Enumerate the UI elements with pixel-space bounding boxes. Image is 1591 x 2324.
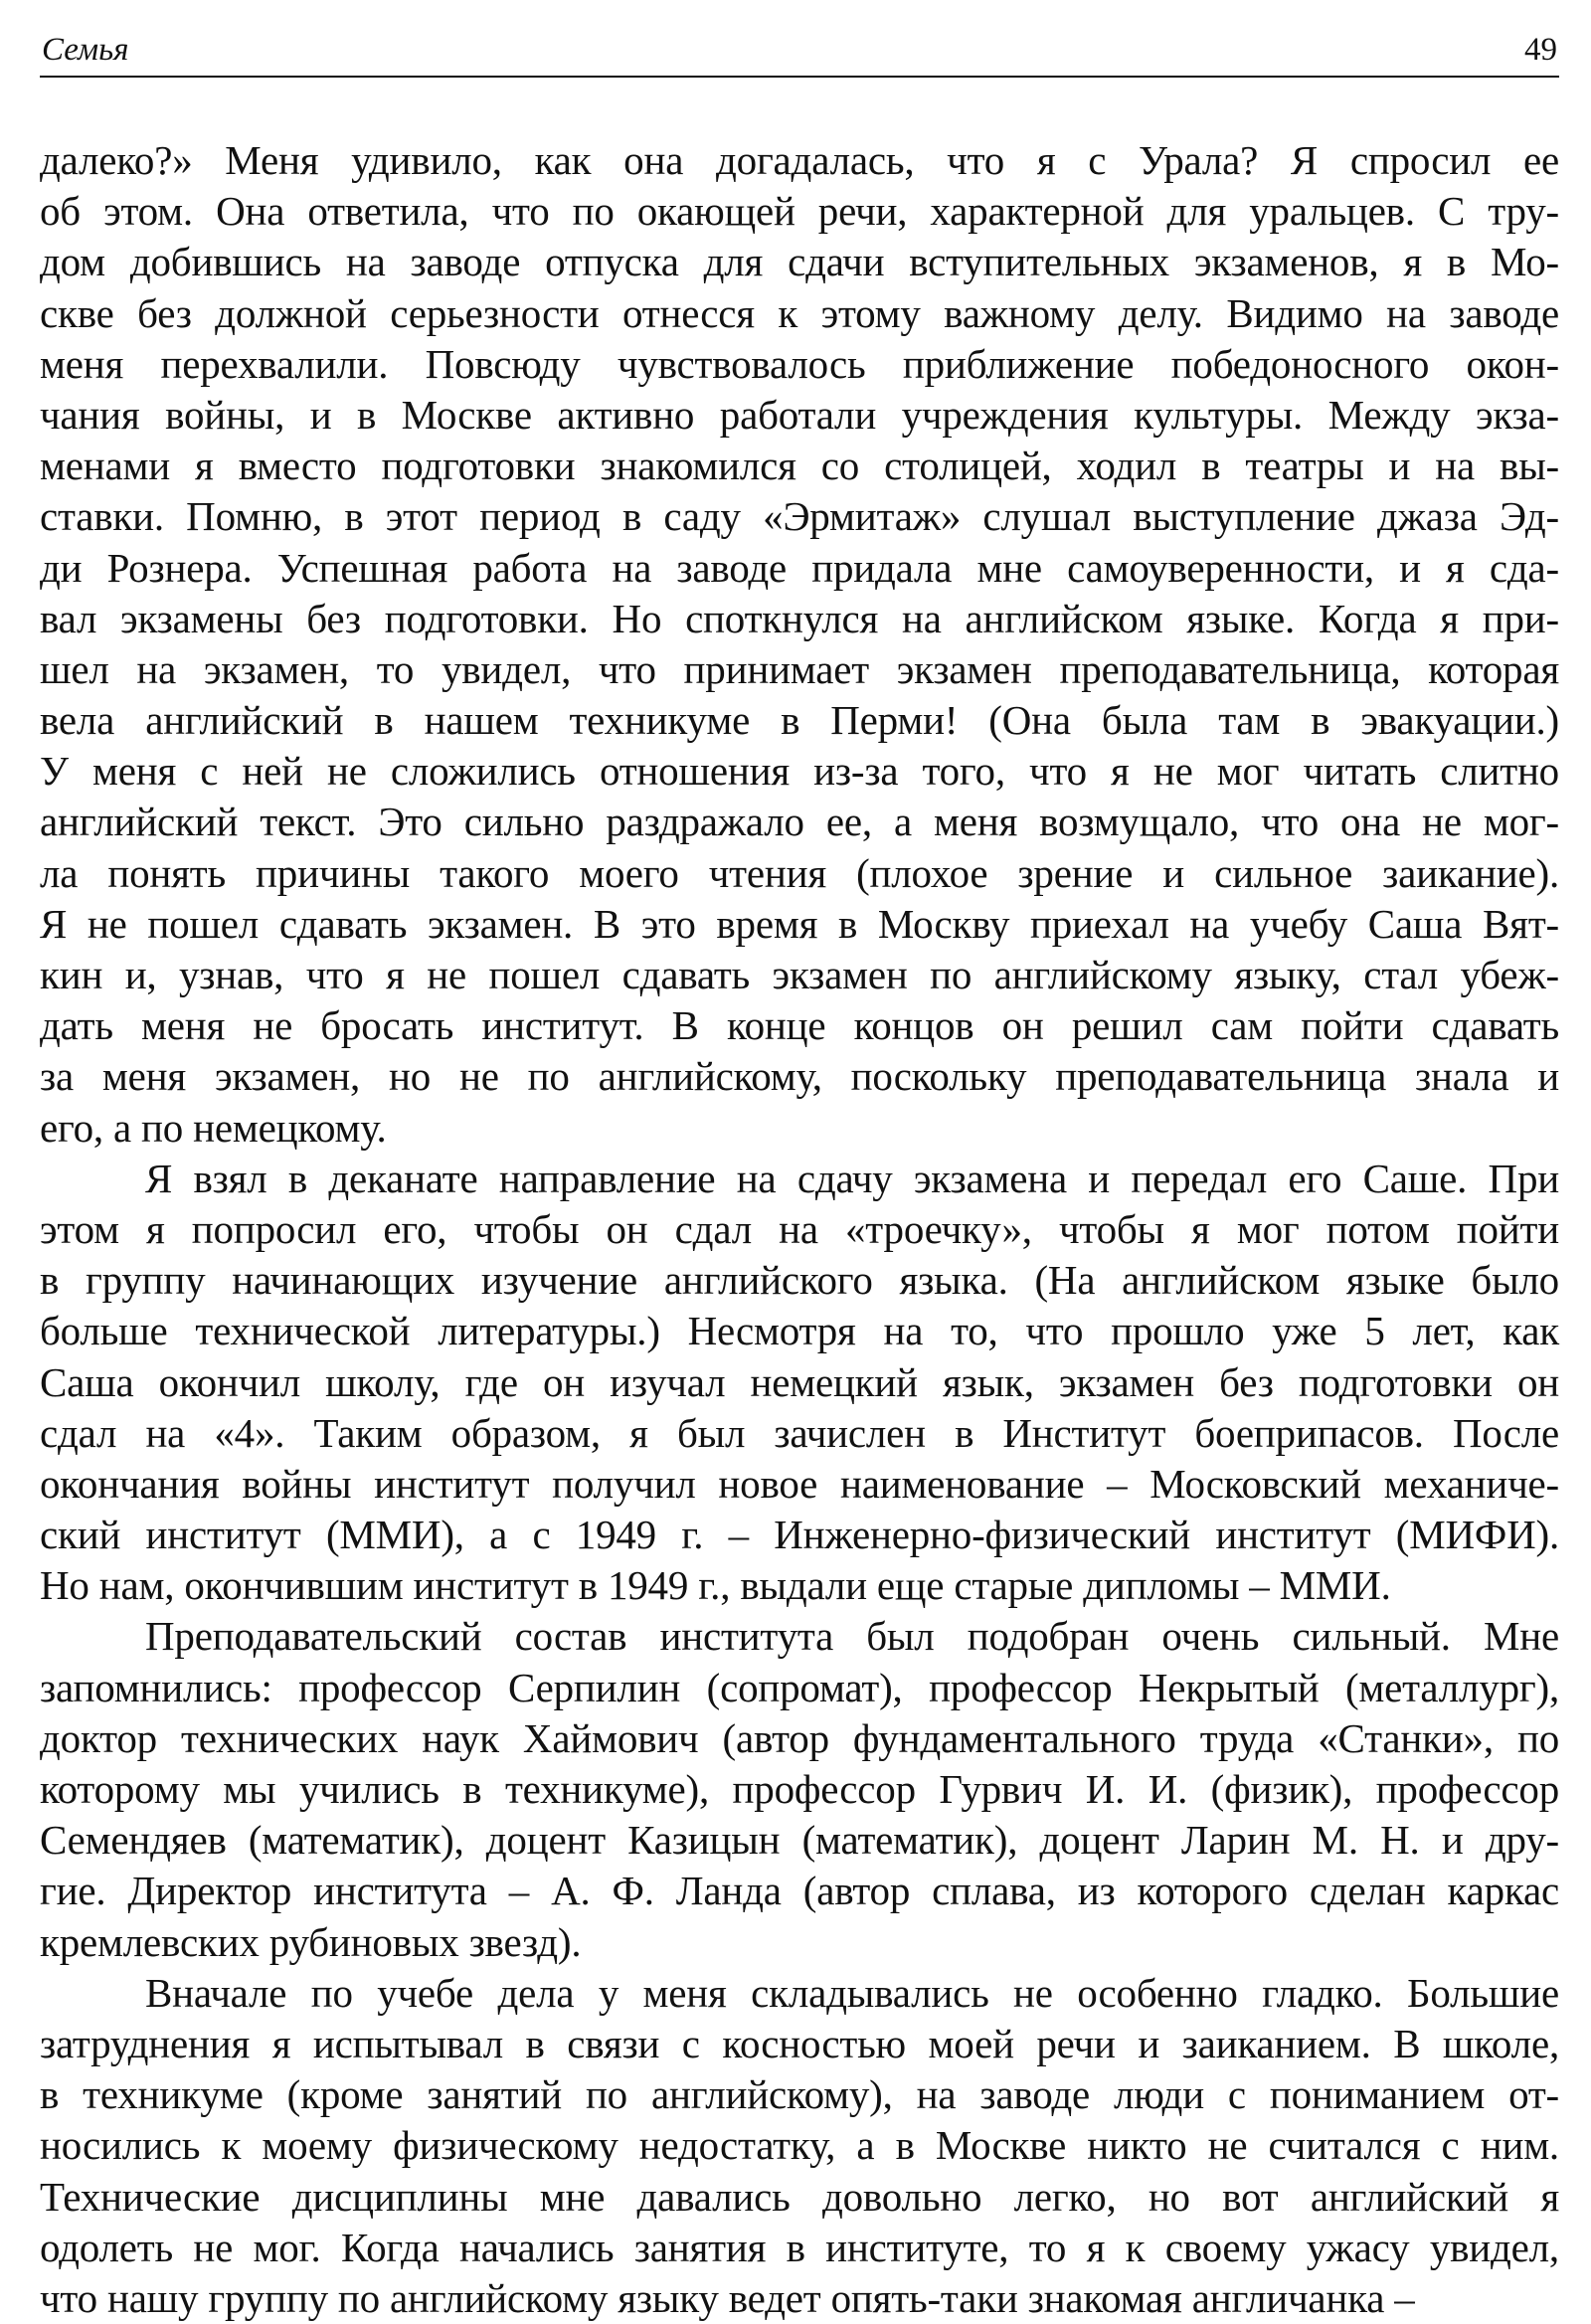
text-line: меня перехвалили. Повсюду чувствовалось приближение победоносного окон- (40, 340, 1559, 387)
text-line: в группу начинающих изучение английского языка. (На английском языке было (40, 1257, 1559, 1304)
text-line: в техникуме (кроме занятий по английскому), на заводе люди с пониманием от- (40, 2071, 1559, 2118)
book-page (40, 30, 1559, 2324)
body-text (40, 135, 1559, 2324)
text-line: больше технической литературы.) Несмотря на то, что прошло уже 5 лет, как (40, 1308, 1559, 1354)
text-line: одолеть не мог. Когда начались занятия в институте, то я к своему ужасу увидел, (40, 2224, 1559, 2270)
text-line: этом я попросил его, чтобы он сдал на «троечку», чтобы я мог потом пойти (40, 1205, 1559, 1252)
text-line: У меня с ней не сложились отношения из-за того, что я не мог читать слитно (40, 748, 1559, 795)
text-line: кремлевских рубиновых звезд). (40, 1918, 582, 1965)
text-line: окончания войны институт получил новое наименование – Московский механиче- (40, 1460, 1559, 1507)
text-line: сдал на «4». Таким образом, я был зачислен в Институт боеприпасов. После (40, 1409, 1559, 1456)
paragraph (40, 1154, 1559, 1612)
text-line: которому мы учились в техникуме), профессор Гурвич И. И. (физик), профессор (40, 1766, 1559, 1812)
text-line: затруднения я испытывал в связи с косностью моей речи и заиканием. В школе, (40, 2020, 1559, 2066)
running-header (40, 30, 1559, 78)
page-number: 49 (1524, 32, 1557, 68)
text-line: запомнились: профессор Серпилин (сопромат), профессор Некрытый (металлург), (40, 1664, 1559, 1710)
text-line: скве без должной серьезности отнесся к этому важному делу. Видимо на заводе (40, 289, 1559, 336)
text-line: носились к моему физическому недостатку, а в Москве никто не считался с ним. (40, 2122, 1559, 2169)
text-line: доктор технических наук Хаймович (автор фундаментального труда «Станки», по (40, 1714, 1559, 1761)
text-line: его, а по немецкому. (40, 1104, 387, 1151)
text-line: менами я вместо подготовки знакомился со столицей, ходил в театры и на вы- (40, 443, 1559, 489)
text-line: Саша окончил школу, где он изучал немецкий язык, экзамен без подготовки он (40, 1358, 1559, 1405)
paragraph (40, 1611, 1559, 1967)
text-line: ди Рознера. Успешная работа на заводе придала мне самоуверенности, и я сда- (40, 544, 1559, 591)
text-line: ский институт (ММИ), а с 1949 г. – Инженерно-физический институт (МИФИ). (40, 1512, 1559, 1558)
text-line: ставки. Помню, в этот период в саду «Эрмитаж» слушал выступление джаза Эд- (40, 493, 1559, 540)
text-line: Технические дисциплины мне давались довольно легко, но вот английский я (40, 2173, 1559, 2220)
text-line: кин и, узнав, что я не пошел сдавать экзамен по английскому языку, стал убеж- (40, 952, 1559, 997)
text-line: чания войны, и в Москве активно работали учреждения культуры. Между экза- (40, 391, 1559, 438)
text-line: английский текст. Это сильно раздражало ее, а меня возмущало, что она не мог- (40, 799, 1559, 845)
text-line: гие. Директор института – А. Ф. Ланда (автор сплава, из которого сделан каркас (40, 1868, 1559, 1914)
text-line: Преподавательский состав института был подобран очень сильный. Мне (145, 1613, 1559, 1660)
text-line: Но нам, окончившим институт в 1949 г., выдали еще старые дипломы – ММИ. (40, 1562, 1391, 1609)
paragraph (40, 1968, 1559, 2324)
text-line: об этом. Она ответила, что по окающей речи, характерной для уральцев. С тру- (40, 188, 1559, 235)
text-line: Я не пошел сдавать экзамен. В это время в Москву приехал на учебу Саша Вят- (40, 900, 1559, 947)
text-line: вал экзамены без подготовки. Но споткнулся на английском языке. Когда я при- (40, 595, 1559, 641)
text-line: ла понять причины такого моего чтения (плохое зрение и сильное заикание). (40, 849, 1559, 896)
text-line: дать меня не бросать институт. В конце концов он решил сам пойти сдавать (40, 1002, 1559, 1049)
text-line: что нашу группу по английскому языку ведет опять-таки знакомая англичанка – (40, 2274, 1415, 2321)
text-line: Вначале по учебе дела у меня складывались не особенно гладко. Большие (145, 1969, 1559, 2016)
text-line: далеко?» Меня удивило, как она догадалась, что я с Урала? Я спросил ее (40, 137, 1559, 183)
text-line: за меня экзамен, но не по английскому, поскольку преподавательница знала и (40, 1053, 1559, 1100)
text-line: шел на экзамен, то увидел, что принимает экзамен преподавательница, которая (40, 645, 1559, 692)
text-line: Я взял в деканате направление на сдачу экзамена и передал его Саше. При (145, 1155, 1559, 1201)
paragraph (40, 135, 1559, 1154)
text-line: вела английский в нашем техникуме в Перми! (Она была там в эвакуации.) (40, 697, 1559, 744)
text-line: Семендяев (математик), доцент Казицын (математик), доцент Ларин М. Н. и дру- (40, 1817, 1559, 1864)
chapter-title: Семья (42, 32, 129, 68)
text-line: дом добившись на заводе отпуска для сдачи вступительных экзаменов, я в Мо- (40, 239, 1559, 285)
